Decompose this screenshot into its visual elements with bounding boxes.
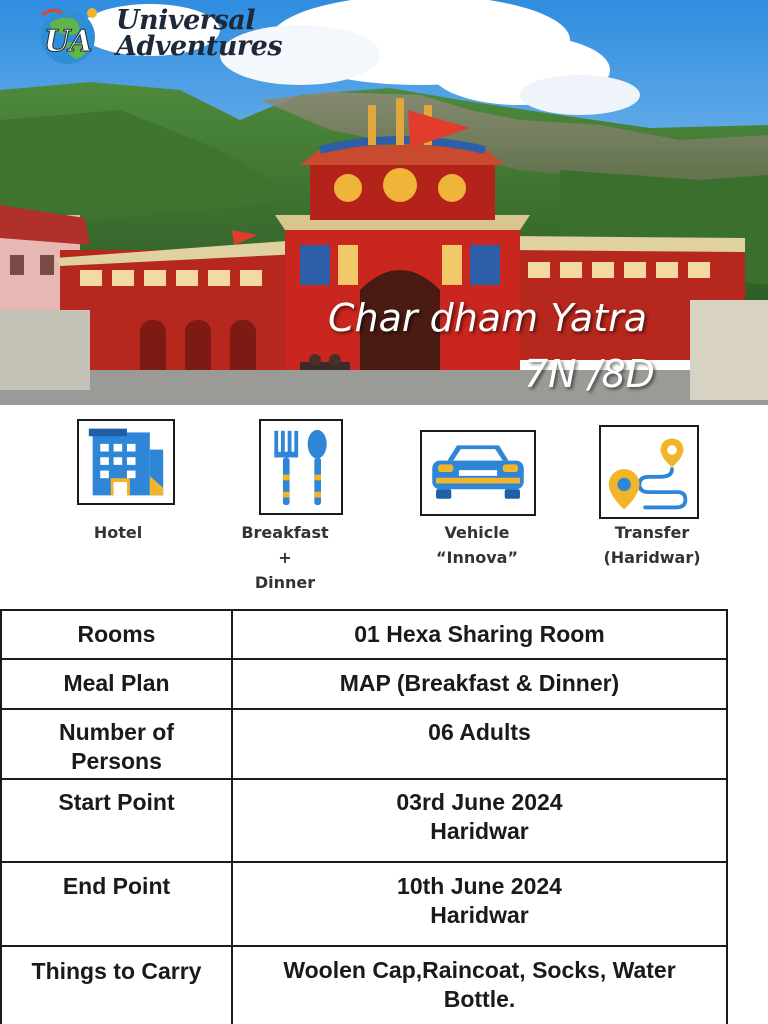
row-label-end-point: End Point <box>1 862 232 946</box>
car-icon <box>420 430 536 516</box>
hero-banner <box>0 0 768 405</box>
row-label-rooms: Rooms <box>1 610 232 659</box>
hotel-icon <box>77 419 175 505</box>
tour-details-table <box>0 609 728 1024</box>
svg-text:UA: UA <box>44 24 93 59</box>
feature-hotel-label: Hotel <box>93 523 143 542</box>
row-value-rooms: 01 Hexa Sharing Room <box>232 610 727 659</box>
row-label-persons: Number of Persons <box>1 709 232 779</box>
tour-title: Char dham Yatra <box>328 296 648 340</box>
brand-logo <box>32 3 282 67</box>
feature-icons-row <box>0 405 768 605</box>
row-value-meal-plan: MAP (Breakfast & Dinner) <box>232 659 727 709</box>
row-value-end-point: 10th June 2024 Haridwar <box>232 862 727 946</box>
table-row <box>1 659 727 709</box>
tour-duration: 7N /8D <box>524 352 655 396</box>
fork-spoon-icon <box>259 419 343 515</box>
feature-meals-label: Breakfast + Dinner <box>241 523 329 592</box>
row-label-start-point: Start Point <box>1 779 232 862</box>
table-row <box>1 862 727 946</box>
table-row <box>1 709 727 779</box>
feature-transfer-label: Transfer (Haridwar) <box>603 523 701 567</box>
row-label-meal-plan: Meal Plan <box>1 659 232 709</box>
row-value-things-to-carry: Woolen Cap,Raincoat, Socks, Water Bottle. <box>232 946 727 1024</box>
route-pin-icon <box>599 425 699 519</box>
brand-name-line2: Adventures <box>116 31 283 62</box>
feature-vehicle-label: Vehicle “Innova” <box>436 523 518 567</box>
globe-icon <box>32 3 108 67</box>
table-row <box>1 946 727 1024</box>
row-label-things-to-carry: Things to Carry <box>1 946 232 1024</box>
row-value-start-point: 03rd June 2024 Haridwar <box>232 779 727 862</box>
table-row <box>1 610 727 659</box>
row-value-persons: 06 Adults <box>232 709 727 779</box>
brand-name-line1: Universal <box>116 5 255 36</box>
table-row <box>1 779 727 862</box>
